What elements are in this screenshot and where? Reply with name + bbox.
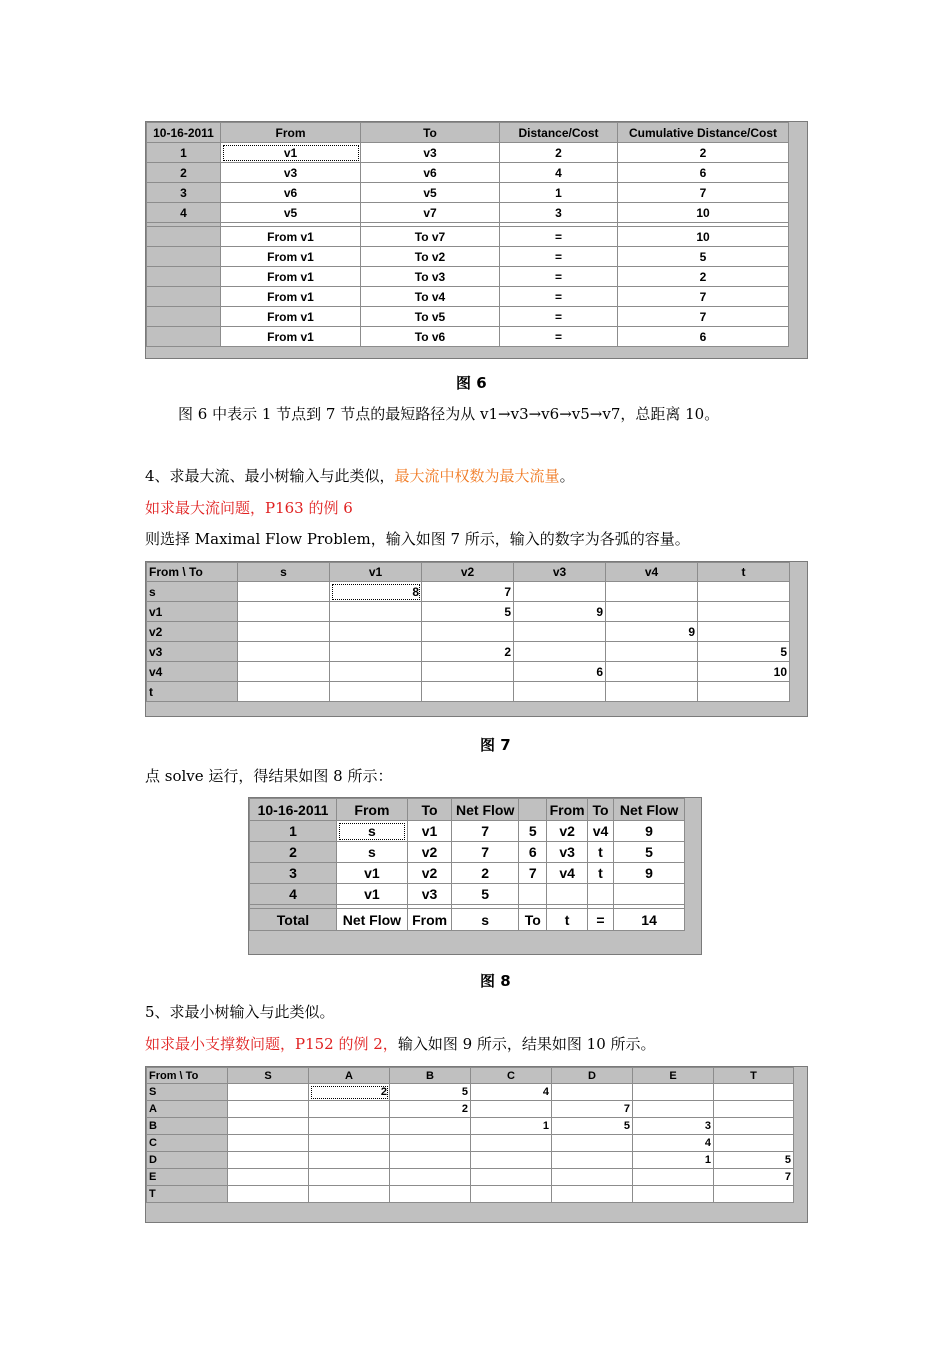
fig6-caption: 图 6 bbox=[456, 374, 487, 392]
fig8-flow-cell: v1 bbox=[337, 863, 408, 884]
fig9-weight-cell bbox=[309, 1101, 390, 1118]
fig6-summary-to: To v4 bbox=[361, 287, 500, 307]
fig9-weight-cell bbox=[390, 1186, 471, 1203]
paragraph-min-tree-example bbox=[145, 1033, 656, 1054]
fig6-step-distance: 1 bbox=[500, 183, 618, 203]
fig6-summary-header-cell bbox=[147, 247, 221, 267]
fig9-data-row bbox=[147, 1084, 794, 1101]
fig8-row-number: 2 bbox=[250, 842, 337, 863]
fig8-total-row bbox=[250, 909, 685, 931]
fig6-summary-to: To v6 bbox=[361, 327, 500, 347]
fig6-summary-from: From v1 bbox=[221, 247, 361, 267]
fig9-weight-cell bbox=[471, 1169, 552, 1186]
fig8-column-header: Net Flow bbox=[452, 799, 519, 821]
fig8-column-header: From bbox=[337, 799, 408, 821]
paragraph-fig6-explanation: 图 6 中表示 1 节点到 7 节点的最短路径为从 v1→v3→v6→v5→v7，总距离 10。 bbox=[178, 405, 720, 423]
fig7-column-header: t bbox=[698, 563, 790, 582]
fig7-max-flow-input-grid bbox=[145, 561, 808, 717]
fig9-weight-cell bbox=[714, 1135, 794, 1152]
fig7-capacity-cell bbox=[238, 622, 330, 642]
fig8-flow-cell: v2 bbox=[547, 821, 587, 842]
fig7-capacity-cell: 8 bbox=[330, 582, 422, 602]
fig6-summary-equals: = bbox=[500, 327, 618, 347]
fig9-weight-cell bbox=[471, 1135, 552, 1152]
fig6-step-to: v6 bbox=[361, 163, 500, 183]
fig6-summary-header-cell bbox=[147, 287, 221, 307]
min-tree-input-text: 输入如图 9 所示，结果如图 10 所示。 bbox=[397, 1035, 656, 1053]
fig7-capacity-cell bbox=[606, 602, 698, 622]
fig7-capacity-cell: 9 bbox=[514, 602, 606, 622]
fig6-step-row bbox=[147, 183, 789, 203]
fig6-summary-value: 6 bbox=[618, 327, 789, 347]
fig9-weight-cell: 4 bbox=[471, 1084, 552, 1101]
fig9-row-header: T bbox=[147, 1186, 228, 1203]
fig7-row-header: v4 bbox=[147, 662, 238, 682]
fig7-data-row bbox=[147, 642, 790, 662]
fig7-capacity-cell bbox=[238, 642, 330, 662]
fig6-summary-from: From v1 bbox=[221, 327, 361, 347]
fig9-weight-cell bbox=[309, 1152, 390, 1169]
fig6-summary-to: To v2 bbox=[361, 247, 500, 267]
fig7-row-header: t bbox=[147, 682, 238, 702]
fig8-flow-cell bbox=[614, 884, 685, 905]
fig6-to-header: To bbox=[361, 123, 500, 143]
fig9-weight-cell: 7 bbox=[714, 1169, 794, 1186]
fig6-summary-value: 7 bbox=[618, 307, 789, 327]
fig9-weight-cell bbox=[228, 1169, 309, 1186]
fig8-flow-cell: 7 bbox=[452, 842, 519, 863]
fig9-data-row bbox=[147, 1169, 794, 1186]
fig6-summary-to: To v7 bbox=[361, 227, 500, 247]
fig9-weight-cell bbox=[228, 1152, 309, 1169]
fig8-flow-row bbox=[250, 821, 685, 842]
fig8-flow-cell: v4 bbox=[547, 863, 587, 884]
fig8-column-header: 10-16-2011 bbox=[250, 799, 337, 821]
fig9-weight-cell bbox=[228, 1084, 309, 1101]
paragraph-max-flow-example: 如求最大流问题，P163 的例 6 bbox=[145, 499, 353, 517]
fig9-row-header: C bbox=[147, 1135, 228, 1152]
fig7-capacity-cell bbox=[606, 582, 698, 602]
fig9-weight-cell bbox=[714, 1186, 794, 1203]
fig7-data-row bbox=[147, 662, 790, 682]
fig9-weight-cell: 4 bbox=[633, 1135, 714, 1152]
fig9-column-header: C bbox=[471, 1068, 552, 1084]
fig6-summary-header-cell bbox=[147, 327, 221, 347]
fig6-summary-row bbox=[147, 307, 789, 327]
fig7-row-header: v3 bbox=[147, 642, 238, 662]
fig7-capacity-cell: 10 bbox=[698, 662, 790, 682]
paragraph-solve: 点 solve 运行，得结果如图 8 所示： bbox=[145, 767, 393, 785]
fig7-capacity-cell bbox=[606, 662, 698, 682]
fig9-weight-cell bbox=[714, 1101, 794, 1118]
fig8-flow-cell: s bbox=[337, 842, 408, 863]
fig9-weight-cell: 2 bbox=[390, 1101, 471, 1118]
fig6-step-from: v6 bbox=[221, 183, 361, 203]
fig9-weight-cell bbox=[552, 1169, 633, 1186]
fig6-step-from: v5 bbox=[221, 203, 361, 223]
fig7-column-header: v1 bbox=[330, 563, 422, 582]
fig7-column-header: v2 bbox=[422, 563, 514, 582]
fig6-step-row bbox=[147, 163, 789, 183]
fig9-weight-cell bbox=[228, 1101, 309, 1118]
fig8-flow-cell: 5 bbox=[614, 842, 685, 863]
fig8-total-cell: Net Flow bbox=[337, 909, 408, 931]
fig9-weight-cell bbox=[714, 1118, 794, 1135]
fig9-weight-cell: 7 bbox=[552, 1101, 633, 1118]
fig7-capacity-cell: 7 bbox=[422, 582, 514, 602]
fig9-header-row bbox=[147, 1068, 794, 1084]
fig9-weight-cell bbox=[390, 1152, 471, 1169]
fig7-data-row bbox=[147, 582, 790, 602]
fig7-capacity-cell bbox=[698, 582, 790, 602]
fig8-flow-cell: v1 bbox=[407, 821, 452, 842]
fig7-header-row bbox=[147, 563, 790, 582]
fig6-summary-equals: = bbox=[500, 247, 618, 267]
fig6-summary-equals: = bbox=[500, 287, 618, 307]
fig6-step-row bbox=[147, 143, 789, 163]
fig9-data-row bbox=[147, 1152, 794, 1169]
fig7-row-header: v1 bbox=[147, 602, 238, 622]
fig9-column-header: E bbox=[633, 1068, 714, 1084]
fig7-column-header: v4 bbox=[606, 563, 698, 582]
fig8-total-label: Total bbox=[250, 909, 337, 931]
fig8-flow-cell: 2 bbox=[452, 863, 519, 884]
fig6-step-from: v1 bbox=[221, 143, 361, 163]
fig8-flow-cell: 5 bbox=[519, 821, 547, 842]
fig9-column-header: S bbox=[228, 1068, 309, 1084]
fig8-total-cell: 14 bbox=[614, 909, 685, 931]
fig8-flow-cell: v2 bbox=[407, 842, 452, 863]
fig7-capacity-cell bbox=[330, 602, 422, 622]
fig9-weight-cell bbox=[633, 1101, 714, 1118]
fig6-shortest-path-grid bbox=[145, 121, 808, 359]
fig8-flow-cell: 7 bbox=[519, 863, 547, 884]
fig9-data-row bbox=[147, 1135, 794, 1152]
fig6-summary-row bbox=[147, 227, 789, 247]
fig7-capacity-cell bbox=[514, 622, 606, 642]
fig7-capacity-cell: 2 bbox=[422, 642, 514, 662]
fig7-capacity-cell bbox=[698, 602, 790, 622]
fig8-flow-cell: 7 bbox=[452, 821, 519, 842]
fig6-step-distance: 2 bbox=[500, 143, 618, 163]
fig8-flow-cell: v1 bbox=[337, 884, 408, 905]
fig6-step-distance: 3 bbox=[500, 203, 618, 223]
fig9-row-header: E bbox=[147, 1169, 228, 1186]
paragraph-max-flow-input: 则选择 Maximal Flow Problem，输入如图 7 所示，输入的数字为各弧的容量。 bbox=[145, 530, 690, 548]
fig7-capacity-cell bbox=[238, 582, 330, 602]
fig9-weight-cell bbox=[309, 1186, 390, 1203]
fig7-corner-header: From \ To bbox=[147, 563, 238, 582]
fig6-step-to: v7 bbox=[361, 203, 500, 223]
fig6-cumulative-header: Cumulative Distance/Cost bbox=[618, 123, 789, 143]
fig7-row-header: v2 bbox=[147, 622, 238, 642]
fig6-summary-row bbox=[147, 287, 789, 307]
fig8-row-number: 3 bbox=[250, 863, 337, 884]
fig9-weight-cell: 5 bbox=[714, 1152, 794, 1169]
fig9-weight-cell bbox=[633, 1186, 714, 1203]
fig9-weight-cell bbox=[552, 1186, 633, 1203]
min-tree-example-text: 如求最小支撑数问题，P152 的例 2， bbox=[145, 1035, 398, 1053]
fig9-column-header: T bbox=[714, 1068, 794, 1084]
fig9-weight-cell bbox=[228, 1118, 309, 1135]
fig8-header-row bbox=[250, 799, 685, 821]
fig9-weight-cell: 3 bbox=[633, 1118, 714, 1135]
fig6-step-distance: 4 bbox=[500, 163, 618, 183]
fig7-column-header: s bbox=[238, 563, 330, 582]
fig7-capacity-cell bbox=[698, 622, 790, 642]
max-flow-intro-end: 。 bbox=[559, 467, 575, 485]
fig7-capacity-cell bbox=[606, 682, 698, 702]
fig9-weight-cell bbox=[471, 1186, 552, 1203]
fig8-flow-cell: v3 bbox=[407, 884, 452, 905]
fig8-total-cell: s bbox=[452, 909, 519, 931]
fig9-column-header: B bbox=[390, 1068, 471, 1084]
fig7-capacity-cell bbox=[514, 582, 606, 602]
fig8-flow-cell: v3 bbox=[547, 842, 587, 863]
fig7-capacity-cell bbox=[698, 682, 790, 702]
fig9-weight-cell: 2 bbox=[309, 1084, 390, 1101]
fig9-weight-cell bbox=[390, 1135, 471, 1152]
fig7-capacity-cell: 9 bbox=[606, 622, 698, 642]
fig9-weight-cell bbox=[552, 1084, 633, 1101]
fig8-row-number: 4 bbox=[250, 884, 337, 905]
fig9-weight-cell bbox=[552, 1135, 633, 1152]
fig6-step-cumulative: 2 bbox=[618, 143, 789, 163]
fig7-caption: 图 7 bbox=[480, 736, 511, 754]
fig7-capacity-cell bbox=[514, 642, 606, 662]
fig7-capacity-cell bbox=[422, 622, 514, 642]
max-flow-weight-note: 最大流中权数为最大流量 bbox=[394, 467, 560, 485]
fig6-summary-row bbox=[147, 247, 789, 267]
fig9-weight-cell bbox=[714, 1084, 794, 1101]
fig8-flow-row bbox=[250, 863, 685, 884]
fig8-max-flow-result-grid bbox=[248, 797, 702, 955]
fig7-capacity-cell bbox=[514, 682, 606, 702]
fig6-summary-header-cell bbox=[147, 307, 221, 327]
fig6-summary-equals: = bbox=[500, 227, 618, 247]
fig8-flow-cell: 9 bbox=[614, 821, 685, 842]
fig6-summary-from: From v1 bbox=[221, 307, 361, 327]
fig8-flow-cell: 9 bbox=[614, 863, 685, 884]
fig6-step-to: v3 bbox=[361, 143, 500, 163]
fig6-step-to: v5 bbox=[361, 183, 500, 203]
fig9-weight-cell bbox=[390, 1118, 471, 1135]
paragraph-min-tree-intro: 5、求最小树输入与此类似。 bbox=[145, 1003, 335, 1021]
max-flow-intro-text: 4、求最大流、最小树输入与此类似， bbox=[145, 467, 395, 485]
fig8-row-number: 1 bbox=[250, 821, 337, 842]
fig9-weight-cell bbox=[471, 1101, 552, 1118]
fig8-flow-cell: 5 bbox=[452, 884, 519, 905]
fig7-column-header: v3 bbox=[514, 563, 606, 582]
fig8-flow-row bbox=[250, 842, 685, 863]
fig9-weight-cell bbox=[228, 1135, 309, 1152]
fig6-step-number: 3 bbox=[147, 183, 221, 203]
fig9-min-tree-input-grid bbox=[145, 1066, 808, 1223]
fig8-flow-cell: 6 bbox=[519, 842, 547, 863]
fig9-weight-cell: 1 bbox=[633, 1152, 714, 1169]
fig9-row-header: S bbox=[147, 1084, 228, 1101]
fig6-distance-header: Distance/Cost bbox=[500, 123, 618, 143]
fig7-capacity-cell bbox=[238, 682, 330, 702]
fig6-from-header: From bbox=[221, 123, 361, 143]
fig6-step-cumulative: 10 bbox=[618, 203, 789, 223]
fig7-capacity-cell bbox=[238, 602, 330, 622]
fig6-summary-header-cell bbox=[147, 227, 221, 247]
fig9-weight-cell bbox=[228, 1186, 309, 1203]
fig9-row-header: A bbox=[147, 1101, 228, 1118]
fig7-capacity-cell bbox=[422, 662, 514, 682]
fig7-capacity-cell: 5 bbox=[698, 642, 790, 662]
fig6-summary-value: 7 bbox=[618, 287, 789, 307]
fig6-step-from: v3 bbox=[221, 163, 361, 183]
fig6-summary-from: From v1 bbox=[221, 287, 361, 307]
fig6-summary-header-cell bbox=[147, 267, 221, 287]
fig6-summary-from: From v1 bbox=[221, 267, 361, 287]
fig7-capacity-cell bbox=[238, 662, 330, 682]
fig8-flow-cell: t bbox=[587, 863, 613, 884]
fig8-flow-row bbox=[250, 884, 685, 905]
fig6-step-number: 1 bbox=[147, 143, 221, 163]
fig6-step-cumulative: 7 bbox=[618, 183, 789, 203]
fig8-total-cell: From bbox=[407, 909, 452, 931]
fig7-capacity-cell bbox=[330, 642, 422, 662]
fig8-column-header: To bbox=[407, 799, 452, 821]
paragraph-max-flow-intro bbox=[145, 465, 575, 486]
fig8-flow-cell bbox=[587, 884, 613, 905]
fig7-capacity-cell bbox=[606, 642, 698, 662]
fig7-capacity-cell bbox=[330, 662, 422, 682]
fig9-data-row bbox=[147, 1118, 794, 1135]
fig8-flow-cell: v2 bbox=[407, 863, 452, 884]
fig6-summary-value: 2 bbox=[618, 267, 789, 287]
fig8-caption: 图 8 bbox=[480, 972, 511, 990]
fig6-step-row bbox=[147, 203, 789, 223]
fig6-summary-value: 5 bbox=[618, 247, 789, 267]
fig9-data-row bbox=[147, 1186, 794, 1203]
fig6-summary-from: From v1 bbox=[221, 227, 361, 247]
fig6-summary-to: To v3 bbox=[361, 267, 500, 287]
fig6-step-number: 2 bbox=[147, 163, 221, 183]
fig9-row-header: D bbox=[147, 1152, 228, 1169]
fig9-column-header: D bbox=[552, 1068, 633, 1084]
fig7-data-row bbox=[147, 682, 790, 702]
fig8-column-header: To bbox=[587, 799, 613, 821]
fig9-weight-cell bbox=[633, 1084, 714, 1101]
fig9-row-header: B bbox=[147, 1118, 228, 1135]
fig8-column-header bbox=[519, 799, 547, 821]
fig7-capacity-cell bbox=[422, 682, 514, 702]
fig7-capacity-cell: 6 bbox=[514, 662, 606, 682]
fig8-column-header: From bbox=[547, 799, 587, 821]
fig9-weight-cell bbox=[309, 1118, 390, 1135]
fig6-header-row bbox=[147, 123, 789, 143]
fig6-summary-to: To v5 bbox=[361, 307, 500, 327]
fig8-flow-cell: t bbox=[587, 842, 613, 863]
fig9-weight-cell bbox=[309, 1169, 390, 1186]
fig8-total-cell: t bbox=[547, 909, 587, 931]
fig6-date-header: 10-16-2011 bbox=[147, 123, 221, 143]
fig6-step-number: 4 bbox=[147, 203, 221, 223]
fig7-capacity-cell: 5 bbox=[422, 602, 514, 622]
fig6-summary-row bbox=[147, 327, 789, 347]
fig8-flow-cell: s bbox=[337, 821, 408, 842]
fig9-column-header: A bbox=[309, 1068, 390, 1084]
fig7-capacity-cell bbox=[330, 622, 422, 642]
fig7-capacity-cell bbox=[330, 682, 422, 702]
fig9-weight-cell bbox=[471, 1152, 552, 1169]
fig6-summary-equals: = bbox=[500, 307, 618, 327]
fig9-weight-cell bbox=[552, 1152, 633, 1169]
fig8-column-header: Net Flow bbox=[614, 799, 685, 821]
fig6-summary-value: 10 bbox=[618, 227, 789, 247]
fig8-total-cell: To bbox=[519, 909, 547, 931]
fig7-data-row bbox=[147, 602, 790, 622]
fig9-weight-cell bbox=[390, 1169, 471, 1186]
fig9-weight-cell: 5 bbox=[552, 1118, 633, 1135]
fig6-step-cumulative: 6 bbox=[618, 163, 789, 183]
fig8-total-cell: = bbox=[587, 909, 613, 931]
fig9-weight-cell: 5 bbox=[390, 1084, 471, 1101]
fig8-flow-cell bbox=[519, 884, 547, 905]
fig7-data-row bbox=[147, 622, 790, 642]
fig7-row-header: s bbox=[147, 582, 238, 602]
fig9-corner-header: From \ To bbox=[147, 1068, 228, 1084]
fig9-weight-cell bbox=[633, 1169, 714, 1186]
fig6-summary-equals: = bbox=[500, 267, 618, 287]
fig6-summary-row bbox=[147, 267, 789, 287]
fig9-weight-cell: 1 bbox=[471, 1118, 552, 1135]
fig8-flow-cell: v4 bbox=[587, 821, 613, 842]
fig8-flow-cell bbox=[547, 884, 587, 905]
fig9-data-row bbox=[147, 1101, 794, 1118]
fig9-weight-cell bbox=[309, 1135, 390, 1152]
